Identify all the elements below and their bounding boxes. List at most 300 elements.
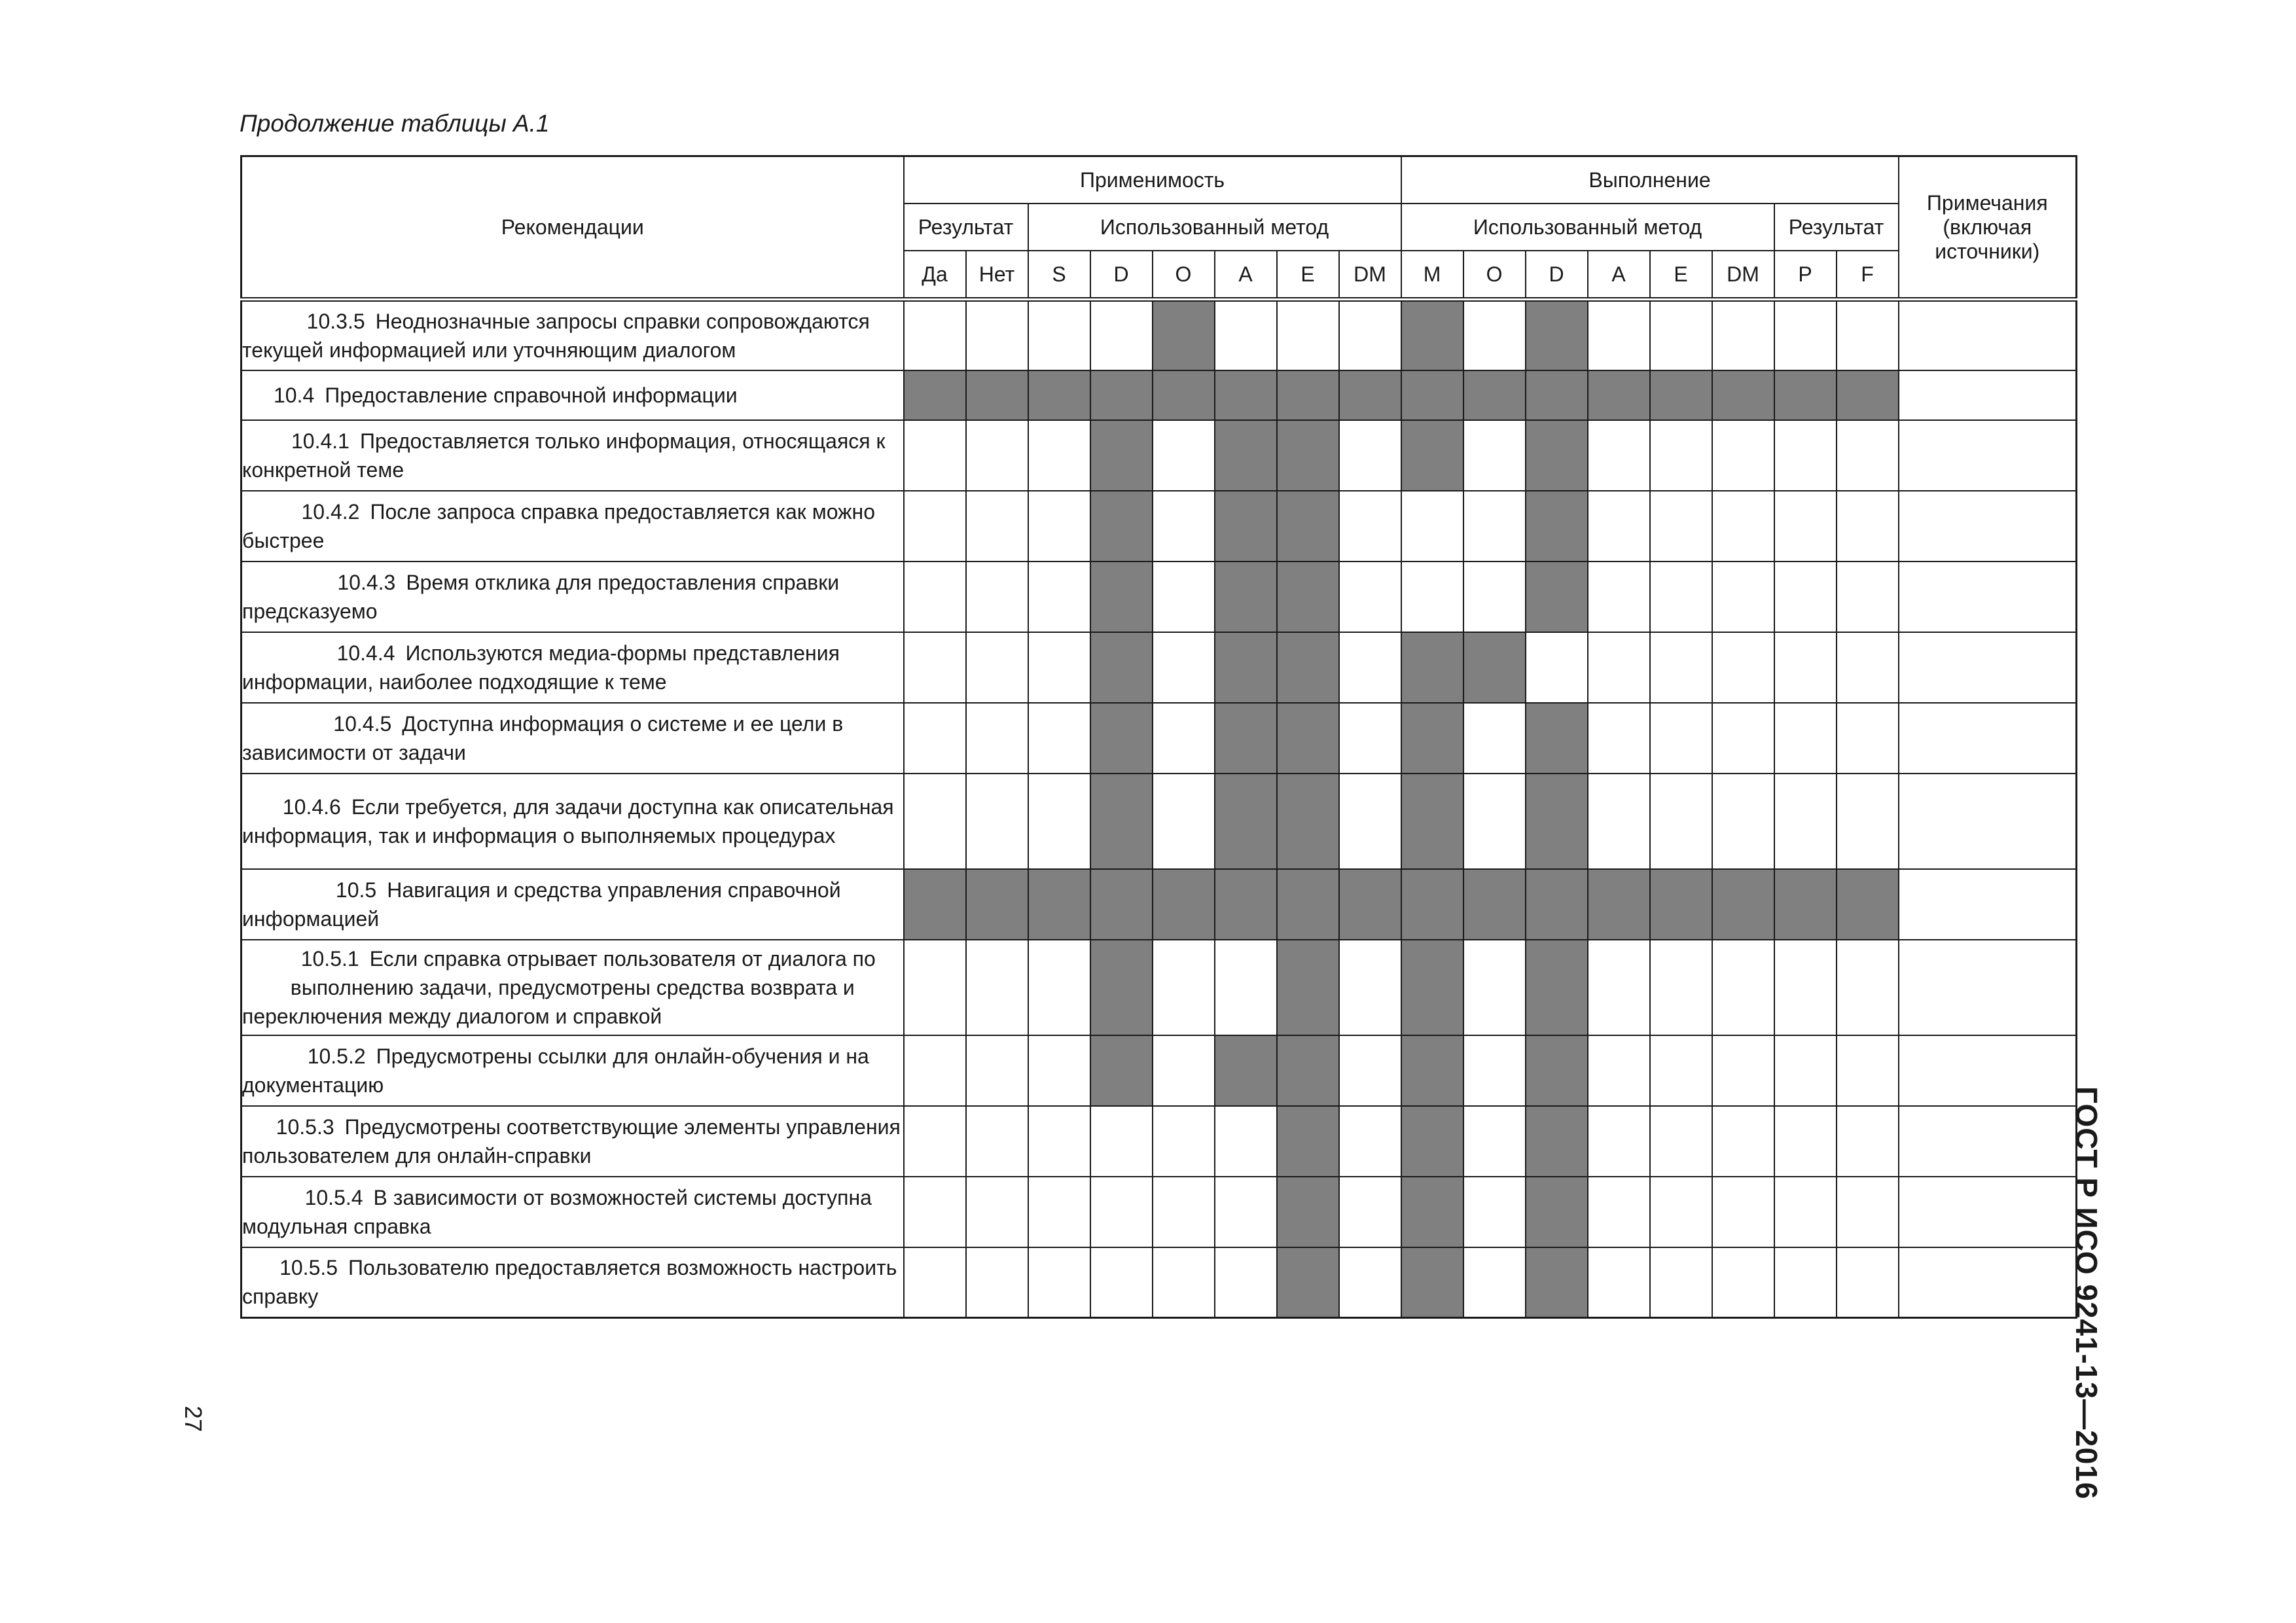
header-applicability: Применимость <box>904 156 1401 204</box>
header-applicability-method: Использованный метод <box>1028 204 1401 251</box>
table-row <box>242 300 2077 370</box>
recommendation-number: 10.4.6 <box>282 794 341 819</box>
empty-cell <box>1588 491 1650 562</box>
empty-cell <box>1837 1035 1899 1106</box>
recommendation-cell <box>242 940 904 1035</box>
recommendation-number: 10.5.1 <box>300 946 359 971</box>
empty-cell <box>1774 940 1837 1035</box>
shaded-cell <box>1215 420 1277 491</box>
shaded-cell <box>1526 370 1588 420</box>
column-header: P <box>1774 251 1837 300</box>
shaded-cell <box>1277 491 1339 562</box>
empty-cell <box>1837 940 1899 1035</box>
shaded-cell <box>1401 1247 1463 1318</box>
shaded-cell <box>1401 940 1463 1035</box>
column-header: S <box>1028 251 1090 300</box>
empty-cell <box>1463 420 1526 491</box>
empty-cell <box>1650 1035 1712 1106</box>
empty-cell <box>1837 300 1899 370</box>
empty-cell <box>1153 940 1215 1035</box>
shaded-cell <box>1526 562 1588 632</box>
shaded-cell <box>1028 869 1090 940</box>
notes-cell <box>1899 774 2077 869</box>
empty-cell <box>1153 1106 1215 1177</box>
empty-cell <box>904 940 966 1035</box>
notes-cell <box>1899 491 2077 562</box>
empty-cell <box>966 300 1028 370</box>
shaded-cell <box>1215 562 1277 632</box>
header-notes-line1: Примечания <box>1926 190 2048 215</box>
empty-cell <box>1526 632 1588 703</box>
shaded-cell <box>966 370 1028 420</box>
recommendation-text: Если справка отрывает пользователя от диалога по выполнению задачи, предусмотрены средства возврата и переключения между диалогом и справкой <box>242 946 876 1028</box>
shaded-cell <box>1215 1035 1277 1106</box>
shaded-cell <box>1526 1106 1588 1177</box>
recommendation-text: Время отклика для предоставления справки предсказуемо <box>242 570 840 623</box>
empty-cell <box>1650 300 1712 370</box>
recommendation-cell <box>242 703 904 774</box>
empty-cell <box>1774 1247 1837 1318</box>
empty-cell <box>1215 940 1277 1035</box>
empty-cell <box>1339 300 1401 370</box>
empty-cell <box>1837 1247 1899 1318</box>
shaded-cell <box>1774 869 1837 940</box>
empty-cell <box>1028 1106 1090 1177</box>
table-row <box>242 1247 2077 1318</box>
column-header: DM <box>1339 251 1401 300</box>
shaded-cell <box>1774 370 1837 420</box>
column-header: Нет <box>966 251 1028 300</box>
empty-cell <box>1463 703 1526 774</box>
empty-cell <box>1588 1106 1650 1177</box>
shaded-cell <box>904 869 966 940</box>
empty-cell <box>1339 703 1401 774</box>
empty-cell <box>1090 1247 1153 1318</box>
recommendation-number: 10.4.3 <box>337 570 396 594</box>
shaded-cell <box>1463 632 1526 703</box>
table-row <box>242 562 2077 632</box>
shaded-cell <box>1401 300 1463 370</box>
notes-cell <box>1899 1035 2077 1106</box>
empty-cell <box>966 1106 1028 1177</box>
empty-cell <box>1712 300 1774 370</box>
empty-cell <box>1712 703 1774 774</box>
shaded-cell <box>1090 562 1153 632</box>
recommendation-number: 10.5.4 <box>304 1185 363 1209</box>
header-execution: Выполнение <box>1401 156 1899 204</box>
empty-cell <box>1339 562 1401 632</box>
shaded-cell <box>1277 940 1339 1035</box>
table-row <box>242 1035 2077 1106</box>
empty-cell <box>1339 420 1401 491</box>
empty-cell <box>1463 774 1526 869</box>
recommendation-number: 10.3.5 <box>306 309 365 333</box>
recommendation-cell <box>242 420 904 491</box>
shaded-cell <box>1401 1106 1463 1177</box>
empty-cell <box>966 774 1028 869</box>
notes-cell <box>1899 940 2077 1035</box>
shaded-cell <box>1401 370 1463 420</box>
empty-cell <box>1588 300 1650 370</box>
empty-cell <box>1650 774 1712 869</box>
shaded-cell <box>1339 370 1401 420</box>
shaded-cell <box>1090 869 1153 940</box>
shaded-cell <box>1090 940 1153 1035</box>
empty-cell <box>1028 562 1090 632</box>
header-recommendations: Рекомендации <box>242 156 904 300</box>
shaded-cell <box>1090 632 1153 703</box>
empty-cell <box>1463 562 1526 632</box>
empty-cell <box>1339 632 1401 703</box>
empty-cell <box>1090 1177 1153 1247</box>
empty-cell <box>1650 1247 1712 1318</box>
shaded-cell <box>1712 869 1774 940</box>
column-header: F <box>1837 251 1899 300</box>
shaded-cell <box>1401 632 1463 703</box>
recommendation-text: Доступна информация о системе и ее цели в зависимости от задачи <box>242 711 844 764</box>
notes-cell <box>1899 1106 2077 1177</box>
empty-cell <box>1588 632 1650 703</box>
recommendation-cell <box>242 562 904 632</box>
empty-cell <box>904 562 966 632</box>
column-header: M <box>1401 251 1463 300</box>
empty-cell <box>1774 1177 1837 1247</box>
shaded-cell <box>1463 370 1526 420</box>
empty-cell <box>966 562 1028 632</box>
shaded-cell <box>1526 300 1588 370</box>
empty-cell <box>1650 1106 1712 1177</box>
shaded-cell <box>1277 562 1339 632</box>
empty-cell <box>1401 562 1463 632</box>
recommendation-number: 10.5.2 <box>307 1044 366 1068</box>
empty-cell <box>1463 1247 1526 1318</box>
empty-cell <box>966 420 1028 491</box>
empty-cell <box>1463 491 1526 562</box>
column-header: D <box>1526 251 1588 300</box>
shaded-cell <box>1526 1035 1588 1106</box>
empty-cell <box>904 420 966 491</box>
shaded-cell <box>1526 869 1588 940</box>
empty-cell <box>1712 1177 1774 1247</box>
empty-cell <box>1028 940 1090 1035</box>
empty-cell <box>1588 420 1650 491</box>
recommendation-cell <box>242 491 904 562</box>
recommendation-text: Если требуется, для задачи доступна как описательная информация, так и информация о выполняемых процедурах <box>242 794 894 847</box>
notes-cell <box>1899 632 2077 703</box>
header-notes-line2: (включая <box>1943 215 2032 239</box>
empty-cell <box>966 1177 1028 1247</box>
recommendation-number: 10.4.2 <box>301 499 360 524</box>
header-execution-method: Использованный метод <box>1401 204 1774 251</box>
shaded-cell <box>1277 1177 1339 1247</box>
empty-cell <box>1463 1035 1526 1106</box>
column-header: E <box>1277 251 1339 300</box>
empty-cell <box>966 1247 1028 1318</box>
recommendation-text: Предоставление справочной информации <box>325 383 738 407</box>
table-row <box>242 632 2077 703</box>
empty-cell <box>904 632 966 703</box>
empty-cell <box>1837 562 1899 632</box>
empty-cell <box>1215 1177 1277 1247</box>
empty-cell <box>1090 300 1153 370</box>
recommendation-number: 10.5.5 <box>279 1256 338 1280</box>
shaded-cell <box>1650 869 1712 940</box>
empty-cell <box>1401 491 1463 562</box>
empty-cell <box>1153 632 1215 703</box>
recommendations-table <box>240 155 2077 1319</box>
shaded-cell <box>1215 703 1277 774</box>
empty-cell <box>1028 1035 1090 1106</box>
shaded-cell <box>1277 1106 1339 1177</box>
recommendation-number: 10.4.1 <box>291 429 350 453</box>
empty-cell <box>1712 774 1774 869</box>
shaded-cell <box>1215 632 1277 703</box>
empty-cell <box>1588 703 1650 774</box>
empty-cell <box>1339 1247 1401 1318</box>
empty-cell <box>966 703 1028 774</box>
empty-cell <box>904 1106 966 1177</box>
shaded-cell <box>1401 1177 1463 1247</box>
recommendation-text: Предусмотрены соответствующие элементы управления пользователем для онлайн-справки <box>242 1115 901 1168</box>
empty-cell <box>1153 491 1215 562</box>
table-row <box>242 491 2077 562</box>
shaded-cell <box>1526 774 1588 869</box>
shaded-cell <box>1277 632 1339 703</box>
empty-cell <box>1650 1177 1712 1247</box>
empty-cell <box>1153 1035 1215 1106</box>
empty-cell <box>1463 300 1526 370</box>
shaded-cell <box>1526 1177 1588 1247</box>
shaded-cell <box>1215 370 1277 420</box>
notes-cell <box>1899 420 2077 491</box>
header-notes <box>1899 156 2077 300</box>
empty-cell <box>1837 1106 1899 1177</box>
shaded-cell <box>1215 774 1277 869</box>
recommendation-number: 10.5.3 <box>276 1115 334 1139</box>
shaded-cell <box>1650 370 1712 420</box>
shaded-cell <box>1277 869 1339 940</box>
empty-cell <box>904 774 966 869</box>
table-caption: Продолжение таблицы А.1 <box>240 110 550 137</box>
empty-cell <box>1028 420 1090 491</box>
empty-cell <box>1153 562 1215 632</box>
recommendation-cell <box>242 1106 904 1177</box>
empty-cell <box>1215 1106 1277 1177</box>
recommendation-number: 10.5 <box>335 878 377 902</box>
recommendation-text: Предусмотрены ссылки для онлайн-обучения и на документацию <box>242 1044 869 1097</box>
empty-cell <box>1588 1247 1650 1318</box>
empty-cell <box>1712 1106 1774 1177</box>
empty-cell <box>1650 632 1712 703</box>
recommendation-cell <box>242 300 904 370</box>
empty-cell <box>1028 703 1090 774</box>
notes-cell <box>1899 1177 2077 1247</box>
notes-cell <box>1899 562 2077 632</box>
notes-cell <box>1899 300 2077 370</box>
standard-designation: ГОСТ Р ИСО 9241-13—2016 <box>2070 1086 2104 1500</box>
empty-cell <box>1277 300 1339 370</box>
header-notes-line3: источники) <box>1935 239 2040 263</box>
shaded-cell <box>1588 370 1650 420</box>
empty-cell <box>1339 940 1401 1035</box>
empty-cell <box>1588 1177 1650 1247</box>
column-header: Да <box>904 251 966 300</box>
column-header: A <box>1215 251 1277 300</box>
shaded-cell <box>1837 370 1899 420</box>
shaded-cell <box>1090 703 1153 774</box>
empty-cell <box>966 1035 1028 1106</box>
shaded-cell <box>1401 774 1463 869</box>
shaded-cell <box>1277 420 1339 491</box>
shaded-cell <box>1153 300 1215 370</box>
empty-cell <box>1774 420 1837 491</box>
table-row <box>242 940 2077 1035</box>
shaded-cell <box>1837 869 1899 940</box>
shaded-cell <box>1028 370 1090 420</box>
recommendation-number: 10.4.4 <box>336 641 395 665</box>
empty-cell <box>1339 1106 1401 1177</box>
empty-cell <box>1153 774 1215 869</box>
empty-cell <box>1774 774 1837 869</box>
shaded-cell <box>1090 491 1153 562</box>
table-row <box>242 1106 2077 1177</box>
empty-cell <box>1774 1106 1837 1177</box>
shaded-cell <box>1090 1035 1153 1106</box>
shaded-cell <box>1712 370 1774 420</box>
empty-cell <box>1215 300 1277 370</box>
empty-cell <box>1837 420 1899 491</box>
empty-cell <box>1774 632 1837 703</box>
empty-cell <box>1837 1177 1899 1247</box>
empty-cell <box>966 491 1028 562</box>
empty-cell <box>904 1035 966 1106</box>
header-execution-result: Результат <box>1774 204 1899 251</box>
empty-cell <box>1712 562 1774 632</box>
shaded-cell <box>1277 1035 1339 1106</box>
shaded-cell <box>1526 420 1588 491</box>
empty-cell <box>966 940 1028 1035</box>
empty-cell <box>1774 300 1837 370</box>
section-row <box>242 869 2077 940</box>
empty-cell <box>1588 774 1650 869</box>
empty-cell <box>1153 1247 1215 1318</box>
shaded-cell <box>1339 869 1401 940</box>
empty-cell <box>1028 491 1090 562</box>
empty-cell <box>1712 420 1774 491</box>
empty-cell <box>1463 940 1526 1035</box>
notes-cell <box>1899 869 2077 940</box>
shaded-cell <box>1277 1247 1339 1318</box>
shaded-cell <box>1090 774 1153 869</box>
shaded-cell <box>1153 869 1215 940</box>
empty-cell <box>1588 940 1650 1035</box>
empty-cell <box>1028 300 1090 370</box>
shaded-cell <box>1401 420 1463 491</box>
recommendation-number: 10.4 <box>274 383 315 407</box>
empty-cell <box>1028 632 1090 703</box>
empty-cell <box>1153 1177 1215 1247</box>
empty-cell <box>904 1247 966 1318</box>
column-header: D <box>1090 251 1153 300</box>
empty-cell <box>1153 420 1215 491</box>
empty-cell <box>1712 1035 1774 1106</box>
table-row <box>242 1177 2077 1247</box>
empty-cell <box>1712 491 1774 562</box>
empty-cell <box>904 300 966 370</box>
empty-cell <box>1588 562 1650 632</box>
shaded-cell <box>1215 869 1277 940</box>
recommendation-cell <box>242 1177 904 1247</box>
column-header: O <box>1463 251 1526 300</box>
recommendation-text: Используются медиа-формы представления информации, наиболее подходящие к теме <box>242 641 840 694</box>
empty-cell <box>904 703 966 774</box>
page-number: 27 <box>180 1406 207 1433</box>
empty-cell <box>1463 1177 1526 1247</box>
empty-cell <box>1339 1177 1401 1247</box>
empty-cell <box>1837 774 1899 869</box>
shaded-cell <box>1526 703 1588 774</box>
recommendation-text: Неоднозначные запросы справки сопровождаются текущей информацией или уточняющим диалогом <box>242 309 870 362</box>
shaded-cell <box>1090 370 1153 420</box>
empty-cell <box>1774 1035 1837 1106</box>
recommendation-text: Пользователю предоставляется возможность настроить справку <box>242 1256 897 1309</box>
empty-cell <box>966 632 1028 703</box>
shaded-cell <box>1463 869 1526 940</box>
recommendation-cell <box>242 370 904 420</box>
empty-cell <box>1712 1247 1774 1318</box>
empty-cell <box>1837 632 1899 703</box>
recommendation-number: 10.4.5 <box>333 711 392 736</box>
recommendation-cell <box>242 1035 904 1106</box>
empty-cell <box>1650 491 1712 562</box>
column-header: DM <box>1712 251 1774 300</box>
column-header: O <box>1153 251 1215 300</box>
recommendation-text: После запроса справка предоставляется как можно быстрее <box>242 499 875 552</box>
empty-cell <box>1028 1177 1090 1247</box>
table-row <box>242 774 2077 869</box>
recommendation-cell <box>242 1247 904 1318</box>
shaded-cell <box>1215 491 1277 562</box>
recommendation-cell <box>242 869 904 940</box>
shaded-cell <box>1153 370 1215 420</box>
empty-cell <box>1028 1247 1090 1318</box>
empty-cell <box>1650 420 1712 491</box>
empty-cell <box>1339 1035 1401 1106</box>
shaded-cell <box>1401 1035 1463 1106</box>
empty-cell <box>1153 703 1215 774</box>
column-header: A <box>1588 251 1650 300</box>
table-row <box>242 420 2077 491</box>
empty-cell <box>1028 774 1090 869</box>
empty-cell <box>1774 562 1837 632</box>
empty-cell <box>1339 774 1401 869</box>
shaded-cell <box>966 869 1028 940</box>
shaded-cell <box>904 370 966 420</box>
header-applicability-result: Результат <box>904 204 1028 251</box>
shaded-cell <box>1526 491 1588 562</box>
recommendation-text: Предоставляется только информация, относящаяся к конкретной теме <box>242 429 886 482</box>
shaded-cell <box>1277 370 1339 420</box>
shaded-cell <box>1401 703 1463 774</box>
column-header: E <box>1650 251 1712 300</box>
empty-cell <box>1837 703 1899 774</box>
shaded-cell <box>1277 703 1339 774</box>
recommendation-cell <box>242 632 904 703</box>
shaded-cell <box>1526 1247 1588 1318</box>
empty-cell <box>1588 1035 1650 1106</box>
shaded-cell <box>1401 869 1463 940</box>
empty-cell <box>1837 491 1899 562</box>
